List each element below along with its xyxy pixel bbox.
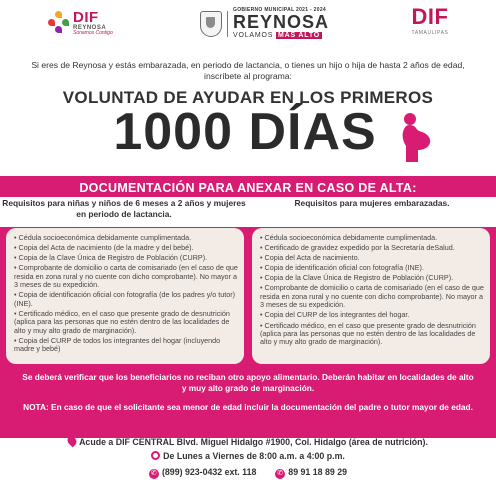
gobierno-city: REYNOSA [233,12,330,32]
gobierno-municipal-logo [200,8,329,39]
program-title-line2: 1000 DÍAS [113,103,377,161]
dif-tamaulipas-name: DIF [411,4,449,29]
left-column-heading: Requisitos para niñas y niños de 6 meses a 2 años y mujeres en periodo de lactancia. [0,197,248,227]
header [0,0,496,52]
dif-flower-icon [48,11,70,35]
pregnant-woman-icon [396,110,436,164]
dif-reynosa-logo [48,10,113,36]
documentation-heading: DOCUMENTACIÓN PARA ANEXAR EN CASO DE ALTA: [79,181,417,195]
program-title-line1: VOLUNTAD DE AYUDAR EN LOS PRIMEROS [62,88,434,107]
gobierno-slogan [233,32,329,39]
list-item: • Certificado de gravidez expedido por la Secretaría deSalud. [260,244,484,252]
phone-icon: ✆ [149,469,159,479]
list-item: • Cédula socioeconómica debidamente cumplimentada. [14,234,238,242]
verification-note: Se deberá verificar que los beneficiarios no reciban otro apoyo alimentario. Deberán habitar en localidades de alto y muy alto grado de marginación. [22,372,474,393]
intro-text: Si eres de Reynosa y estás embarazada, en periodo de lactancia, o tienes un hijo o hija de hasta 2 años de edad, inscríbete al programa: [31,60,465,82]
list-item: • Copia de identificación oficial con fotografía (INE). [260,264,484,272]
phone-text[interactable]: (899) 923-0432 ext. 118 [161,467,257,477]
dif-tamaulipas-logo [405,6,455,36]
address-line [0,436,496,447]
dif-reynosa-slogan: Sonamos Contigo [73,30,113,36]
gobierno-label: GOBIERNO MUNICIPAL 2021 - 2024 [233,7,327,13]
list-item: • Cédula socioeconómica debidamente cumplimentada. [260,234,484,242]
list-item: • Copia de identificación oficial con fotografía (de los padres y/o tutor) (INE). [14,291,238,308]
minor-applicant-note: NOTA: En caso de que el solicitante sea menor de edad incluir la documentación del padre o tutor mayor de edad. [23,402,473,412]
dif-tamaulipas-state: TAMAULIPAS [411,30,449,36]
clock-icon [151,451,160,460]
list-item: • Copia del CURP de todos los integrantes del hogar (incluyendo madre y bebé) [14,337,238,354]
whatsapp-text[interactable]: 89 91 18 89 29 [288,467,347,477]
list-item: • Comprobante de domicilio o carta de comisariado (en el caso de que resida en zona rural y no cuente con dicho comprobante). No mayor a 3 meses de su expedición. [260,284,484,309]
list-item: • Copia del Acta de nacimiento. [260,254,484,262]
dif-reynosa-name: DIF [73,9,99,26]
list-item: • Comprobante de domicilio o carta de comisariado (en el caso de que resida en zona rural y no cuente con dicho comprobante). No mayor a 3 meses de su expedición. [14,264,238,289]
address-text: Acude a DIF CENTRAL Blvd. Miguel Hidalgo #1900, Col. Hidalgo (área de nutrición). [79,437,428,447]
list-item: • Copia de la Clave Única de Registro de Población (CURP). [260,274,484,282]
gobierno-slogan-plain: VOLAMOS [233,32,274,39]
gobierno-slogan-bold: MÁS ALTO [277,32,321,39]
dif-reynosa-city: REYNOSA [73,25,107,31]
location-pin-icon [66,435,79,448]
coat-of-arms-icon [200,11,222,37]
logo-divider [227,11,228,37]
hours-text: De Lunes a Viernes de 8:00 a.m. a 4:00 p.m. [163,451,345,461]
list-item: • Copia del CURP de los integrantes del hogar. [260,311,484,319]
whatsapp-icon: ✆ [275,469,285,479]
right-column-heading: Requisitos para mujeres embarazadas. [248,197,496,227]
list-item: • Certificado médico, en el caso que presente grado de desnutrición (aplica para las personas que no estén dentro de las localidades de alto y muy alto grado de marginación). [260,322,484,347]
hours-line [0,451,496,461]
list-item: • Certificado médico, en el caso que presente grado de desnutrición (aplica para las personas que no estén dentro de las localidades de alto y muy alto grado de marginación). [14,310,238,335]
children-requirements-card [6,228,244,364]
phone-line [0,467,496,479]
list-item: • Copia de la Clave Única de Registro de Población (CURP). [14,254,238,262]
pregnant-requirements-card [252,228,490,364]
list-item: • Copia del Acta de nacimiento (de la madre y del bebé). [14,244,238,252]
